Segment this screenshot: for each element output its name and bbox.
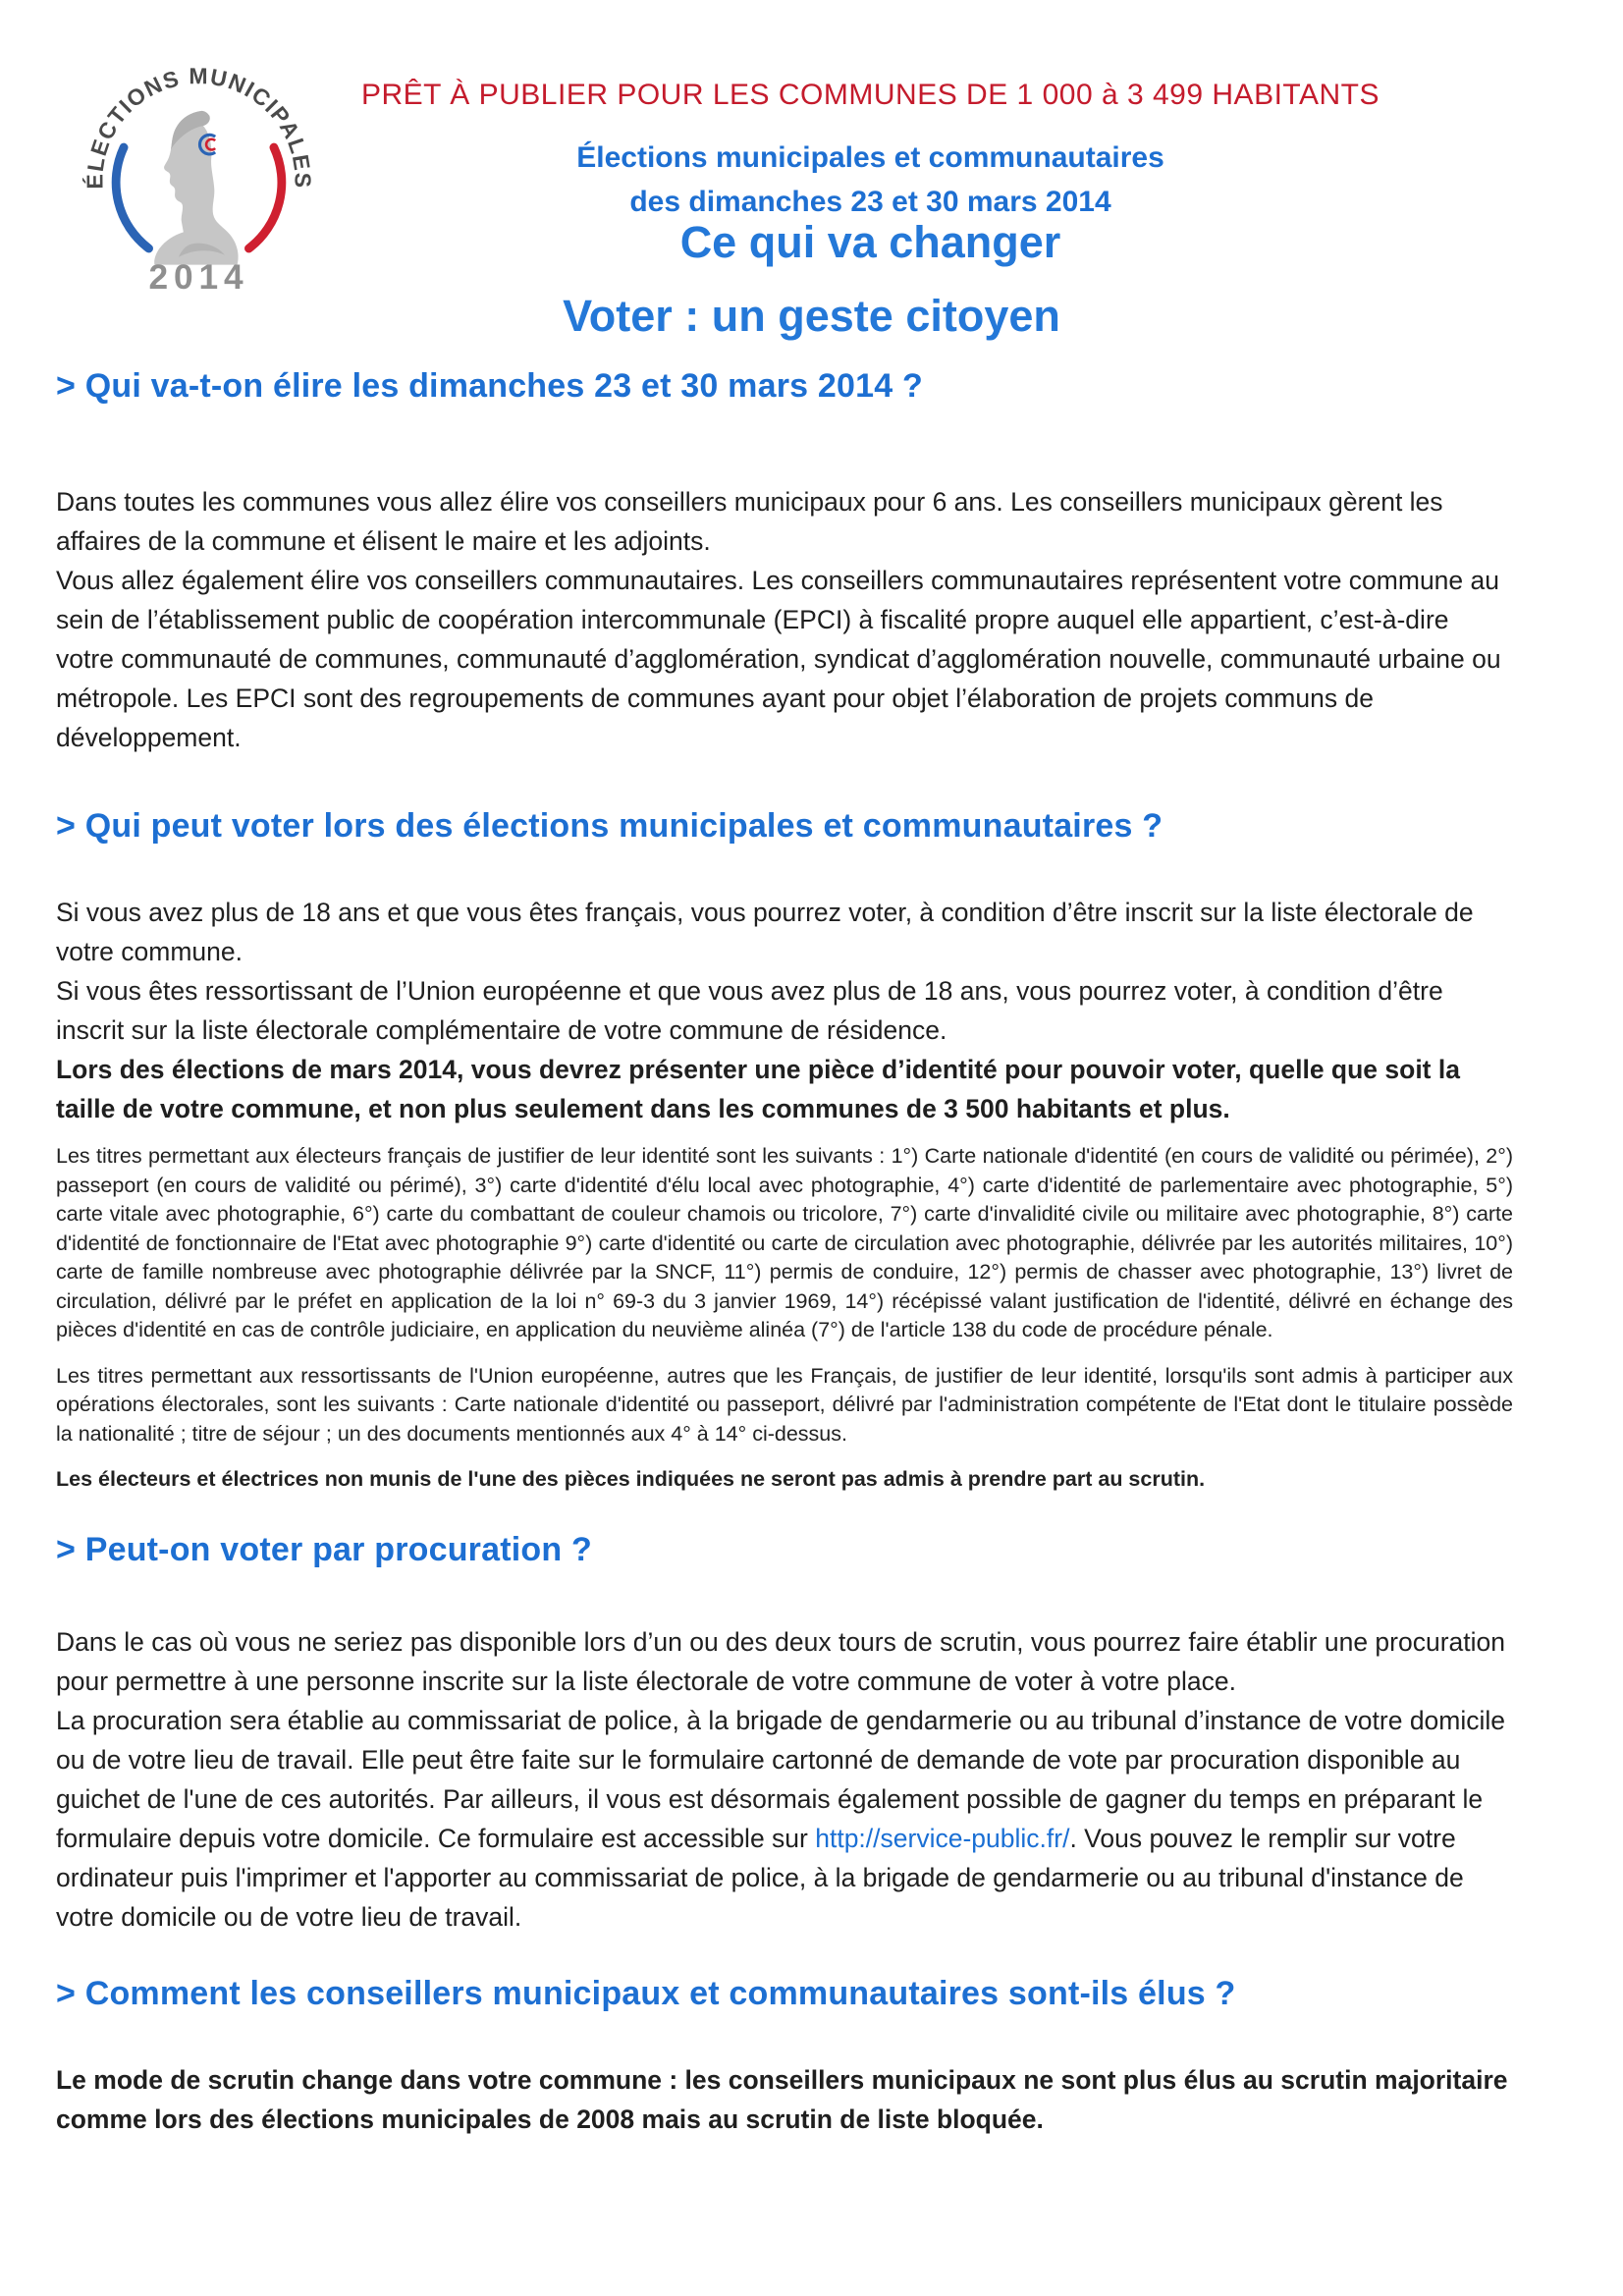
section-heading: > Comment les conseillers municipaux et communautaires sont-ils élus ? [56, 1974, 1236, 2012]
svg-text:ÉLECTIONS MUNICIPALES: ÉLECTIONS MUNICIPALES [81, 63, 316, 190]
section-how-councillors-elected [56, 1972, 1513, 2139]
paragraph-with-link [56, 1701, 1513, 1937]
fine-print-eu-id-list: Les titres permettant aux ressortissants de l'Union européenne, autres que les Français, de justifier de leur identité, lorsqu'ils sont admis à participer aux opérations électorales, sont les suivants : Carte nationale d'identité ou passeport, délivré par l'administration compétente de l'Etat dont le titulaire possède la nationalité ; titre de séjour ; un des documents mentionnés aux 4° à 14° ci-dessus. [56, 1363, 1513, 1446]
section-body [56, 482, 1513, 757]
paragraph: Si vous avez plus de 18 ans et que vous êtes français, vous pourrez voter, à condition d’être inscrit sur la liste électorale de votre commune. [56, 898, 1474, 966]
section-body [56, 1622, 1513, 1937]
section-heading: > Qui peut voter lors des élections municipales et communautaires ? [56, 807, 1163, 845]
section-proxy-voting [56, 1528, 1513, 1937]
title-line-2: des dimanches 23 et 30 mars 2014 [629, 186, 1111, 218]
service-public-link[interactable]: http://service-public.fr/ [815, 1823, 1070, 1853]
logo-year: 2014 [148, 258, 249, 296]
document-title [0, 136, 1623, 224]
paragraph-emphasis-voting-system-change: Le mode de scrutin change dans votre commune : les conseillers municipaux ne sont plus élus au scrutin majoritaire comme lors des élections municipales de 2008 mais au scrutin de liste bloquée. [56, 2064, 1508, 2134]
paragraph-text-before-link: La procuration sera établie au commissariat de police, à la brigade de gendarmerie ou au tribunal d’instance de votre domicile ou de votre lieu de travail. Elle peut être faite sur le formulaire cartonné de demande de vote par procuration disponible au guichet de l'une de ces autorités. Par ailleurs, il vous est désormais également possible de gagner du temps en préparant le formulaire depuis votre domicile. Ce formulaire est accessible sur [56, 1705, 1506, 1853]
ready-to-publish-banner: PRÊT À PUBLIER POUR LES COMMUNES DE 1 000 à 3 499 HABITANTS [360, 79, 1380, 111]
paragraph: Dans le cas où vous ne seriez pas disponible lors d’un ou des deux tours de scrutin, vous pourrez faire établir une procuration pour permettre à une personne inscrite sur la liste électorale de votre commune de voter à votre place. [56, 1626, 1506, 1696]
subtitle-what-changes: Ce qui va changer [679, 217, 1061, 267]
fine-print-french-id-list: Les titres permettant aux électeurs français de justifier de leur identité sont les suivants : 1°) Carte nationale d'identité (en cours de validité ou périmée), 2°) passeport (en cours de validité ou périmé), 3°) carte d'identité d'élu local avec photographie, 4°) carte d'identité de parlementaire avec photographie, 5°) carte vitale avec photographie, 6°) carte du combattant de couleur chamois ou tricolore, 7°) carte d'invalidité civile ou militaire avec photographie, 8°) carte d'identité de fonctionnaire de l'Etat avec photographie 9°) carte d'identité ou carte de circulation avec photographie, délivrée par les autorités militaires, 10°) carte de famille nombreuse avec photographie délivrée par la SNCF, 11°) permis de conduire, 12°) permis de chasser avec photographie, 13°) livret de circulation, délivré par le préfet en application de la loi n° 69-3 du 3 janvier 1969, 14°) récépissé valant justification de l'identité, délivré en échange des pièces d'identité en cas de contrôle judiciaire, en application du neuvième alinéa (7°) de l'article 138 du code de procédure pénale. [56, 1144, 1513, 1341]
section-body [56, 2060, 1513, 2139]
paragraph: Vous allez également élire vos conseillers communautaires. Les conseillers communautaires représentent votre commune au sein de l’établissement public de coopération intercommunale (EPCI) à fiscalité propre auquel elle appartient, c’est-à-dire votre communauté de communes, communauté d’agglomération, syndicat d’agglomération nouvelle, communauté urbaine ou métropole. Les EPCI sont des regroupements de communes ayant pour objet l’élaboration de projets communs de développement. [56, 566, 1501, 752]
document-content [0, 364, 1623, 2139]
section-heading: > Qui va-t-on élire les dimanches 23 et 30 mars 2014 ? [56, 367, 923, 405]
title-line-1: Élections municipales et communautaires [576, 141, 1164, 174]
paragraph-emphasis-id-required: Lors des élections de mars 2014, vous devrez présenter une pièce d’identité pour pouvoir voter, quelle que soit la taille de votre commune, et non plus seulement dans les communes de 3 500 habitants et plus. [56, 1055, 1460, 1123]
fine-print-block [56, 1142, 1513, 1495]
document-header [0, 0, 1623, 358]
fine-print-warning: Les électeurs et électrices non munis de l'une des pièces indiquées ne seront pas admis à prendre part au scrutin. [56, 1467, 1206, 1491]
paragraph: Dans toutes les communes vous allez élire vos conseillers municipaux pour 6 ans. Les conseillers municipaux gèrent les affaires de la commune et élisent le maire et les adjoints. [56, 487, 1443, 556]
section-body [56, 893, 1513, 1128]
section-who-can-vote [56, 804, 1513, 1495]
paragraph-text-after-link: . Vous pouvez le remplir sur votre ordinateur puis l'imprimer et l'apporter au commissariat de police, à la brigade de gendarmerie ou au tribunal d'instance de votre domicile ou de votre lieu de travail. [56, 1823, 1464, 1932]
section-heading: > Peut-on voter par procuration ? [56, 1530, 592, 1568]
section-who-will-be-elected [56, 364, 1513, 757]
tagline-voting-citizen-act: Voter : un geste citoyen [563, 291, 1060, 341]
paragraph: Si vous êtes ressortissant de l’Union européenne et que vous avez plus de 18 ans, vous pourrez voter, à condition d’être inscrit sur la liste électorale complémentaire de votre commune de résidence. [56, 976, 1443, 1045]
